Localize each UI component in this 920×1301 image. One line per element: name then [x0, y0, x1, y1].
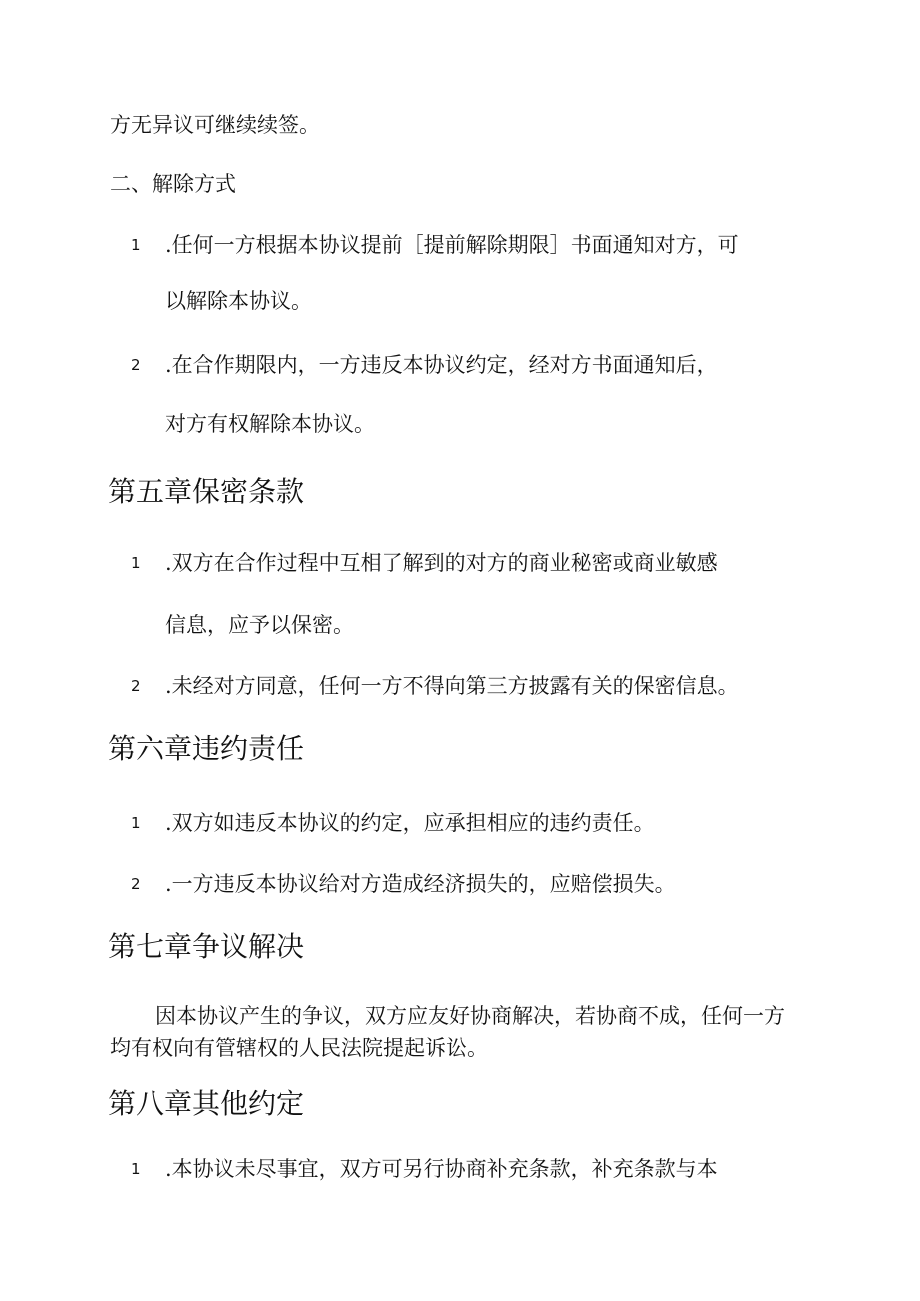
- list-item: [131, 230, 739, 260]
- item-text: .双方在合作过程中互相了解到的对方的商业秘密或商业敏感: [165, 551, 718, 575]
- item-number: 2: [131, 875, 141, 893]
- item-text: .未经对方同意，任何一方不得向第三方披露有关的保密信息。: [165, 674, 739, 698]
- chapter-title-5: 第五章保密条款: [108, 475, 305, 508]
- paragraph-line: 因本协议产生的争议，双方应友好协商解决，若协商不成，任何一方: [155, 1004, 785, 1028]
- item-text: .双方如违反本协议的约定，应承担相应的违约责任。: [165, 811, 655, 835]
- item-text: .一方违反本协议给对方造成经济损失的，应赔偿损失。: [165, 872, 676, 896]
- list-item-continuation: 以解除本协议。: [165, 289, 312, 313]
- list-item: [131, 548, 718, 578]
- chapter-title-8: 第八章其他约定: [108, 1087, 305, 1120]
- item-text: .本协议未尽事宜，双方可另行协商补充条款，补充条款与本: [165, 1157, 718, 1181]
- paragraph-line: 均有权向有管辖权的人民法院提起诉讼。: [110, 1036, 488, 1060]
- item-number: 1: [131, 814, 141, 832]
- section-title-termination: 二、解除方式: [110, 172, 236, 196]
- item-number: 1: [131, 236, 141, 254]
- list-item: [131, 808, 655, 838]
- item-text: .在合作期限内，一方违反本协议约定，经对方书面通知后，: [165, 353, 718, 377]
- item-number: 1: [131, 554, 141, 572]
- item-text: .任何一方根据本协议提前［提前解除期限］书面通知对方，可: [165, 233, 739, 257]
- list-item: [131, 350, 718, 380]
- list-item-continuation: 信息，应予以保密。: [165, 613, 354, 637]
- list-item: [131, 1154, 718, 1184]
- item-number: 2: [131, 677, 141, 695]
- list-item: [131, 671, 739, 701]
- chapter-title-7: 第七章争议解决: [108, 930, 305, 963]
- list-item: [131, 869, 676, 899]
- list-item-continuation: 对方有权解除本协议。: [165, 412, 375, 436]
- item-number: 1: [131, 1160, 141, 1178]
- chapter-title-6: 第六章违约责任: [108, 732, 305, 765]
- item-number: 2: [131, 356, 141, 374]
- continuation-text: 方无异议可继续续签。: [110, 113, 320, 137]
